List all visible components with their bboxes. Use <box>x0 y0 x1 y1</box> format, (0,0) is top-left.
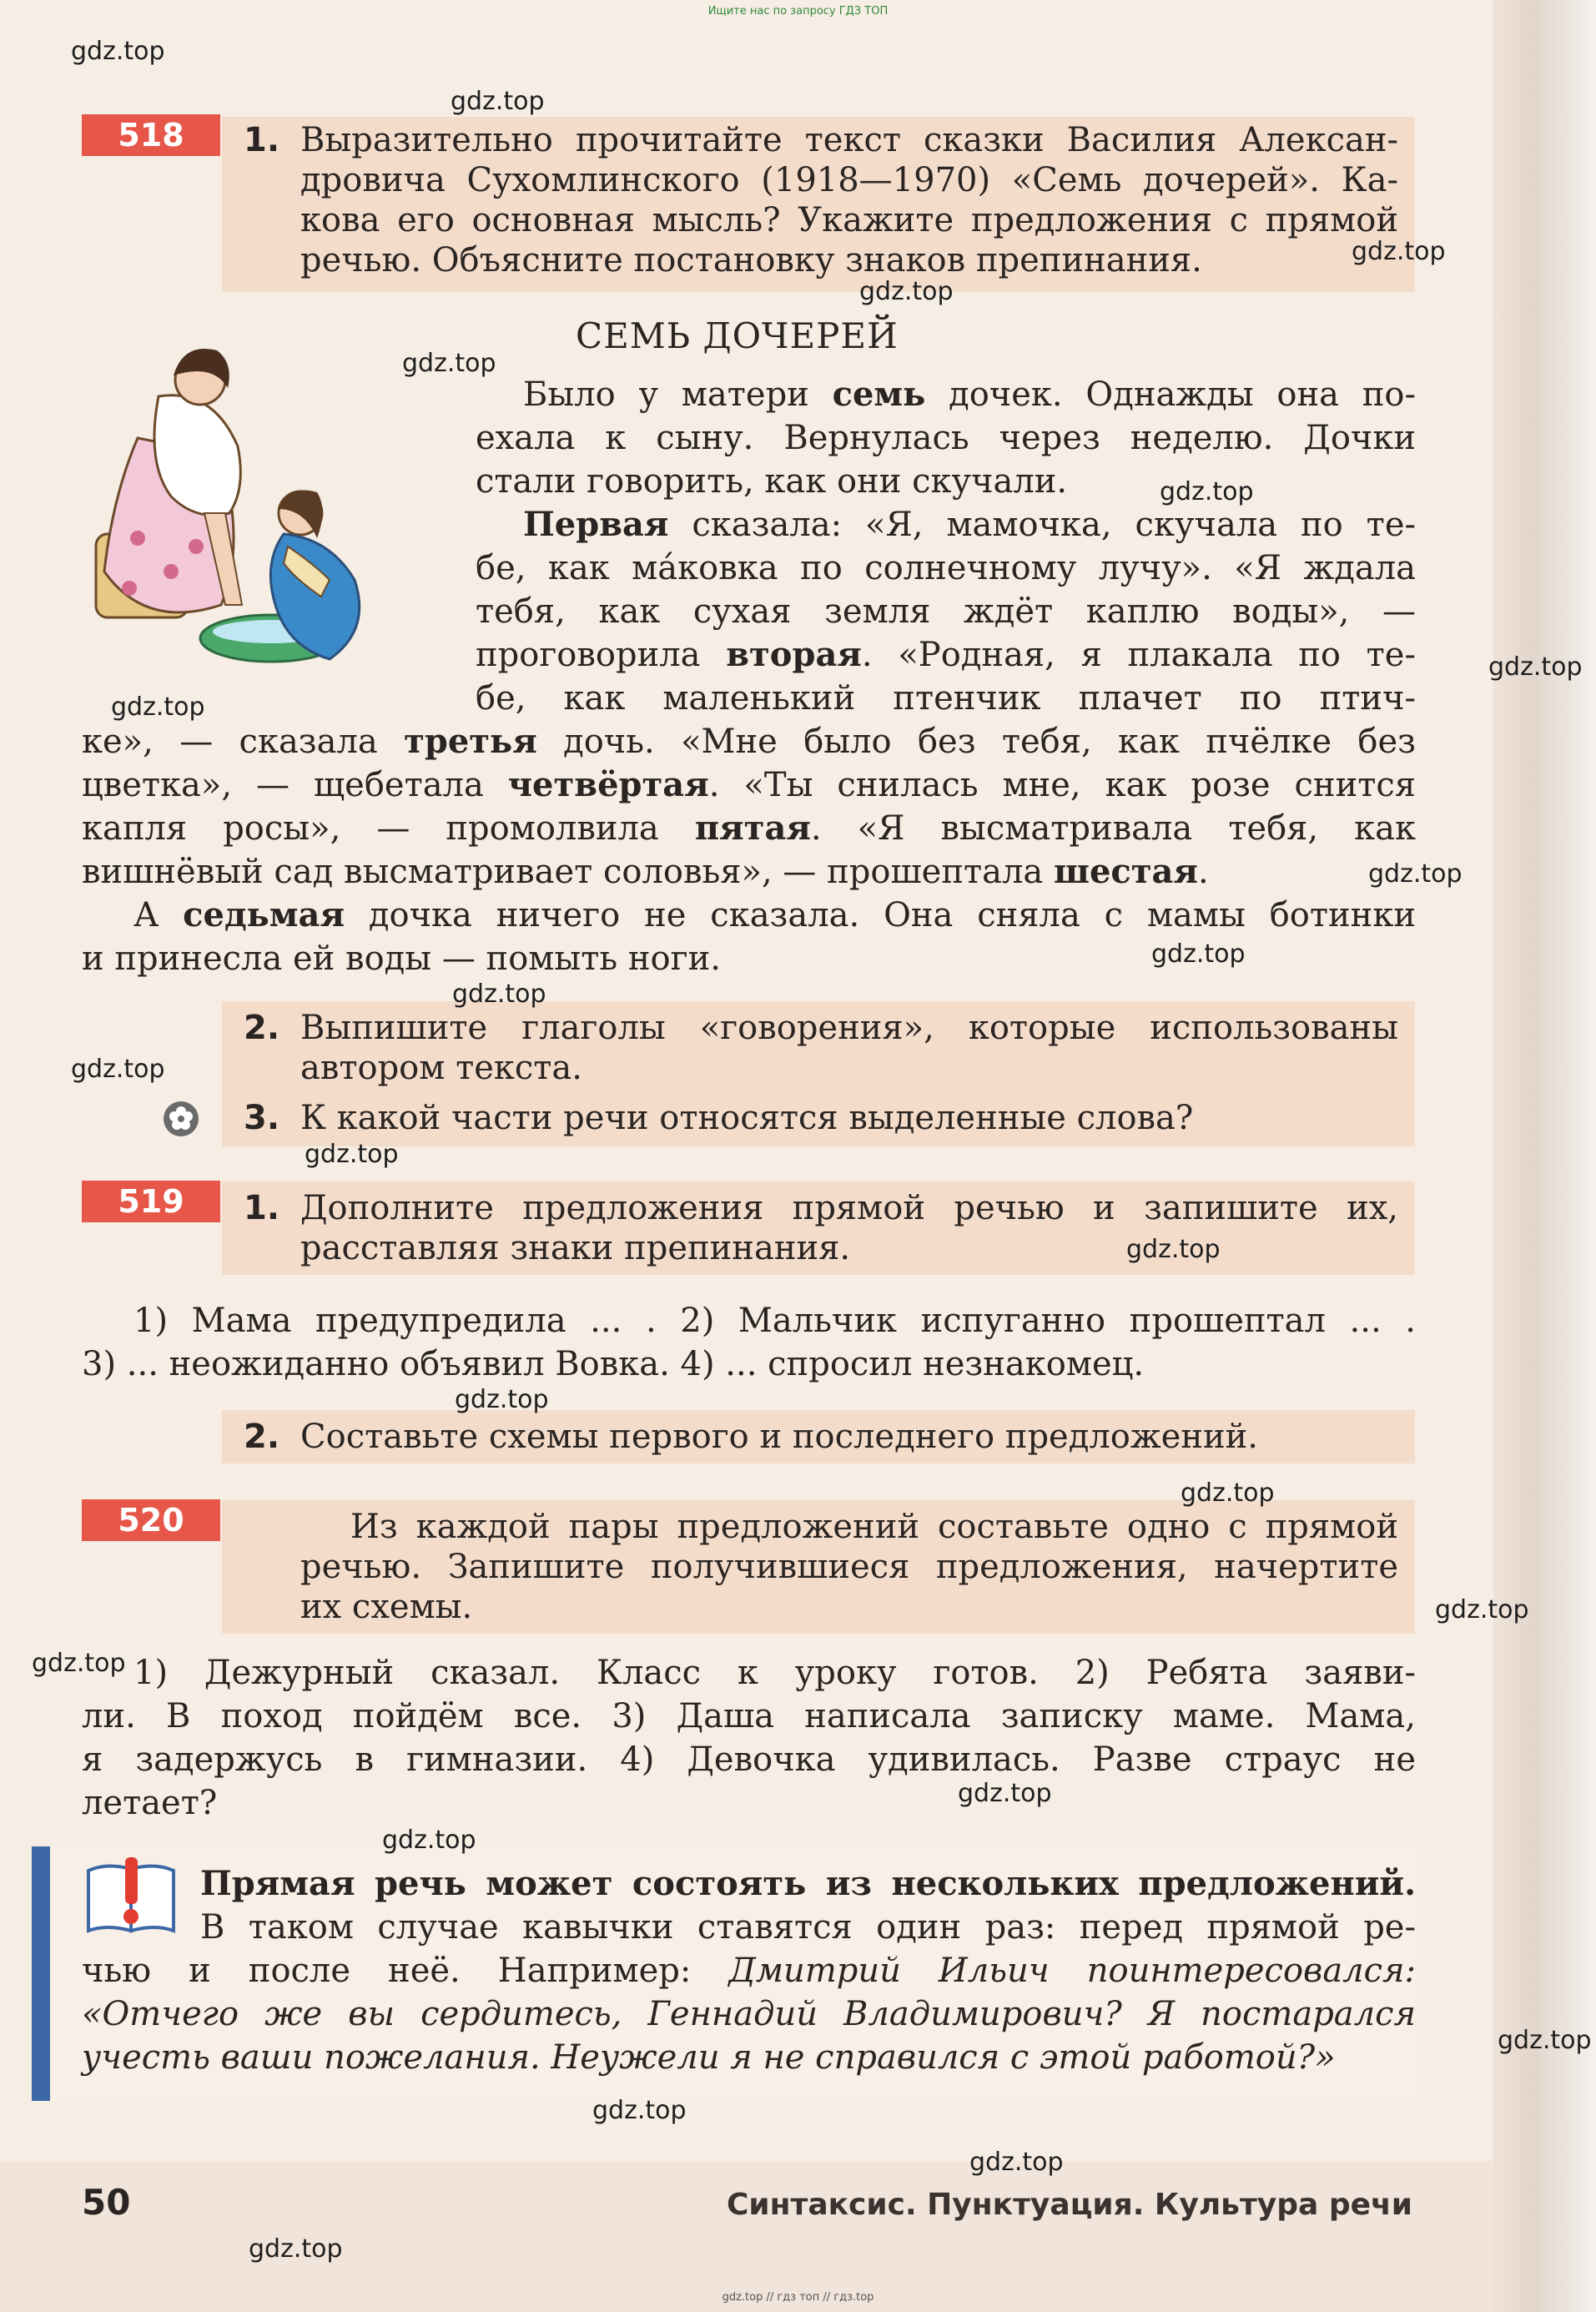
watermark: gdz.top <box>1160 477 1254 506</box>
story-line: цветка», — щебетала четвёртая. «Ты снилась мне, как розе снится <box>82 765 1416 804</box>
watermark: gdz.top <box>592 2096 687 2125</box>
watermark: gdz.top <box>969 2148 1064 2177</box>
story-line: проговорила вторая. «Родная, я плакала по те- <box>476 635 1416 674</box>
task-518-q2-line: автором текста. <box>300 1049 582 1087</box>
mother-daughter-illustration <box>79 330 405 672</box>
task-518-q1-line: речью. Объясните постановку знаков препинания. <box>300 241 1202 280</box>
task-518-q1-line: дровича Сухомлинского (1918—1970) «Семь дочерей». Ка- <box>300 161 1398 199</box>
watermark: gdz.top <box>1181 1478 1275 1508</box>
page-number: 50 <box>82 2182 131 2223</box>
exclamation-icon <box>82 1854 180 1937</box>
task-520-q-line: Из каждой пары предложений составьте одно с прямой <box>350 1508 1398 1546</box>
bottom-note: gdz.top // гдз топ // гдз.top <box>722 2291 874 2304</box>
watermark: gdz.top <box>402 349 496 378</box>
story-line: Первая сказала: «Я, мамочка, скучала по те- <box>523 505 1416 544</box>
rule-accent-bar <box>32 1846 50 2101</box>
task-519-q1-line: Дополните предложения прямой речью и запишите их, <box>300 1189 1398 1227</box>
task-518-number: 518 <box>82 114 220 156</box>
watermark: gdz.top <box>1352 237 1446 266</box>
task-518-q3-text: К какой части речи относятся выделенные слова? <box>300 1099 1194 1137</box>
watermark: gdz.top <box>859 277 954 306</box>
task-520-number: 520 <box>82 1499 220 1541</box>
flower-icon <box>162 1100 200 1138</box>
story-line: капля росы», — промолвила пятая. «Я высматривала тебя, как <box>82 808 1416 848</box>
story-line: А седьмая дочка ничего не сказала. Она сняла с мамы ботинки <box>133 895 1416 934</box>
task-518-q2-line: Выпишите глаголы «говорения», которые использованы <box>300 1009 1398 1047</box>
task-519-example-line: 1) Мама предупредила ... . 2) Мальчик испуганно прошептал ... . <box>133 1302 1416 1340</box>
task-519-q1-line: расставляя знаки препинания. <box>300 1229 851 1267</box>
watermark: gdz.top <box>1498 2026 1592 2055</box>
watermark: gdz.top <box>451 87 545 116</box>
watermark: gdz.top <box>452 980 546 1009</box>
story-line: ке», — сказала третья дочь. «Мне было без тебя, как пчёлке без <box>82 722 1416 761</box>
watermark: gdz.top <box>249 2234 343 2264</box>
page-spine-shadow <box>1493 0 1596 2312</box>
task-519-q2-num: 2. <box>244 1418 280 1456</box>
story-line: вишнёвый сад высматривает соловья», — прошептала шестая. <box>82 852 1209 891</box>
task-520-example-line: летает? <box>82 1784 218 1822</box>
watermark: gdz.top <box>1126 1235 1221 1264</box>
watermark: gdz.top <box>71 1055 165 1084</box>
watermark: gdz.top <box>1435 1595 1529 1624</box>
task-518-q1-num: 1. <box>244 121 280 159</box>
watermark: gdz.top <box>1488 652 1583 682</box>
rule-line: В таком случае кавычки ставятся один раз: перед прямой ре- <box>200 1908 1416 1947</box>
task-520-example-line: ли. В поход пойдём все. 3) Даша написала записку маме. Мама, <box>82 1697 1416 1735</box>
story-line: Было у матери семь дочек. Однажды она по- <box>523 375 1416 414</box>
watermark: gdz.top <box>1368 859 1463 889</box>
task-520-example-line: я задержусь в гимназии. 4) Девочка удивилась. Разве страус не <box>82 1740 1416 1779</box>
rule-line: «Отчего же вы сердитесь, Геннадий Владимирович? Я постарался <box>82 1995 1416 2033</box>
task-518-q1-line: кова его основная мысль? Укажите предложения с прямой <box>300 201 1398 239</box>
rule-line: учесть ваши пожелания. Неужели я не справился с этой работой?» <box>82 2038 1336 2077</box>
story-line: и принесла ей воды — помыть ноги. <box>82 939 721 978</box>
watermark: gdz.top <box>1151 939 1246 969</box>
task-518-q1-line: Выразительно прочитайте текст сказки Василия Алексан- <box>300 121 1398 159</box>
top-note: Ищите нас по запросу ГДЗ ТОП <box>707 5 889 18</box>
task-519-number: 519 <box>82 1181 220 1222</box>
watermark: gdz.top <box>32 1649 126 1678</box>
task-520-example-line: 1) Дежурный сказал. Класс к уроку готов. 2) Ребята заяви- <box>133 1654 1416 1692</box>
task-518-q3-num: 3. <box>244 1099 280 1137</box>
task-518-q2-num: 2. <box>244 1009 280 1047</box>
story-title: СЕМЬ ДОЧЕРЕЙ <box>576 315 899 356</box>
story-line: тебя, как сухая земля ждёт каплю воды», — <box>476 592 1416 631</box>
watermark: gdz.top <box>111 693 205 722</box>
task-520-q-line: их схемы. <box>300 1588 473 1626</box>
task-519-example-line: 3) ... неожиданно объявил Вовка. 4) ... спросил незнакомец. <box>82 1345 1145 1383</box>
story-line: бе, как ма́ковка по солнечному лучу». «Я ждала <box>476 549 1416 587</box>
watermark: gdz.top <box>305 1140 399 1169</box>
task-520-q-line: речью. Запишите получившиеся предложения, начертите <box>300 1548 1398 1586</box>
story-line: бе, как маленький птенчик плачет по птич- <box>476 679 1416 718</box>
story-line: стали говорить, как они скучали. <box>476 462 1068 501</box>
footer-band <box>0 2161 1493 2312</box>
rule-line: чью и после неё. Например: Дмитрий Ильич поинтересовался: <box>82 1952 1417 1990</box>
watermark: gdz.top <box>455 1385 549 1414</box>
watermark: gdz.top <box>71 37 165 66</box>
task-519-q2-text: Составьте схемы первого и последнего предложений. <box>300 1418 1259 1456</box>
story-line: ехала к сыну. Вернулась через неделю. Дочки <box>476 419 1416 457</box>
watermark: gdz.top <box>382 1826 476 1855</box>
section-title: Синтаксис. Пунктуация. Культура речи <box>726 2188 1412 2222</box>
rule-line: Прямая речь может состоять из нескольких предложений. <box>200 1864 1416 1903</box>
task-519-q1-num: 1. <box>244 1189 280 1227</box>
watermark: gdz.top <box>958 1779 1052 1808</box>
